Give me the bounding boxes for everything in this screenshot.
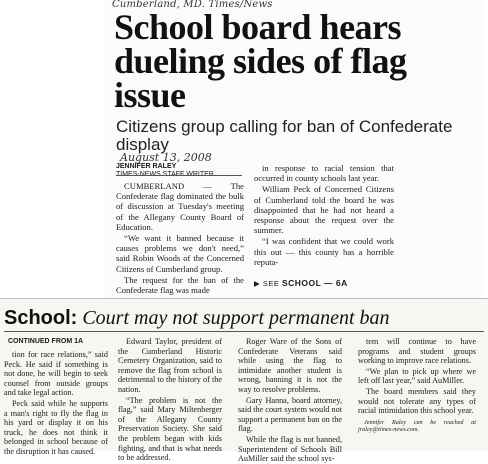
paragraph: Peck said while he supports a man's right to fly the flag in his yard or display it on his truck, he does not think it belonged in school because of the disruption it has caused. — [4, 398, 108, 456]
subhead: Citizens group calling for ban of Confederate display — [116, 117, 453, 154]
paragraph: Edward Taylor, president of the Cumberland Historic Cemetery Organization, said to remove the flag from school is detrimental to the history of the nation. — [118, 337, 222, 394]
byline — [116, 163, 214, 179]
byline-role: TIMES-NEWS STAFF WRITER — [116, 171, 214, 178]
reporter-contact-note: Jennifer Raley can be reached at jraley@times-news.com. — [358, 418, 476, 433]
handwritten-source-note: Cumberland, MD. Times/News — [112, 0, 273, 10]
paragraph: While the flag is not banned, Superintendent of Schools Bill AuMiller said the school sys- — [238, 434, 342, 464]
handwritten-date-note: August 13, 2008 — [120, 151, 212, 164]
jump-reference — [254, 278, 348, 288]
paragraph: tem will continue to have programs and student groups working to improve race relations. — [358, 337, 476, 366]
paragraph: “We want it banned because it causes problems we don't need,” said Robin Woods of the Concerned Citizens of Cumberland group. — [116, 233, 244, 274]
clipping-top — [104, 0, 484, 298]
paragraph: “We plan to pick up where we left off last year,” said AuMiller. — [358, 366, 476, 386]
paragraph: Roger Ware of the Sons of Confederate Veterans said while using the flag to intimidate another student is wrong, banning it is not the way to resolve problems. — [238, 337, 342, 394]
continuation-column-2 — [118, 337, 222, 463]
continuation-column-3 — [238, 337, 342, 464]
byline-name: JENNIFER RALEY — [116, 163, 177, 170]
continuation-headline — [4, 307, 390, 329]
paragraph: tion for race relations,” said Peck. He said if something is not done, he will begin to seek counsel from outside groups and take legal action. — [4, 350, 108, 398]
paragraph: “I was confident that we could work this out — this county has a horrible reputa- — [254, 236, 394, 267]
article-column-2 — [254, 163, 394, 267]
paragraph: “The problem is not the flag,” said Mary Miltenberger of the Allegany County Preservation Society. She said the problem began with kids fighting, and that is what needs to be addressed. — [118, 395, 222, 463]
paragraph: William Peck of Concerned Citizens of Cumberland told the board he was disappointed that he had not heard a response about the request over the summer. — [254, 184, 394, 236]
headline: School board hears dueling sides of flag issue — [114, 7, 407, 115]
paragraph: in response to racial tension that occurred in county schools last year. — [254, 163, 394, 184]
continuation-column-4 — [358, 337, 476, 433]
byline-rule — [116, 175, 242, 176]
article-column-1 — [116, 181, 244, 295]
continued-from-label: CONTINUED FROM 1A — [8, 338, 84, 345]
continuation-rule — [4, 331, 484, 332]
paragraph: Gary Hanna, board attorney, said the court system would not support a permanent ban on the flag. — [238, 395, 342, 434]
jump-prefix: SEE — [262, 279, 280, 288]
continuation-deck: Court may not support permanent ban — [82, 307, 390, 329]
jump-target: SCHOOL — 6A — [281, 278, 348, 288]
paragraph: The board members said they would not tolerate any types of racial intimidation this school year. — [358, 386, 476, 416]
continuation-column-1 — [4, 350, 108, 457]
paragraph: The request for the ban of the Confederate flag was made — [116, 274, 244, 296]
paragraph: CUMBERLAND — The Confederate flag dominated the bulk of discussion at Tuesday's meeting of the Allegany County Board of Education. — [116, 181, 244, 232]
triangle-icon: ▶ — [254, 279, 261, 288]
continuation-keyword: School: — [4, 307, 78, 329]
